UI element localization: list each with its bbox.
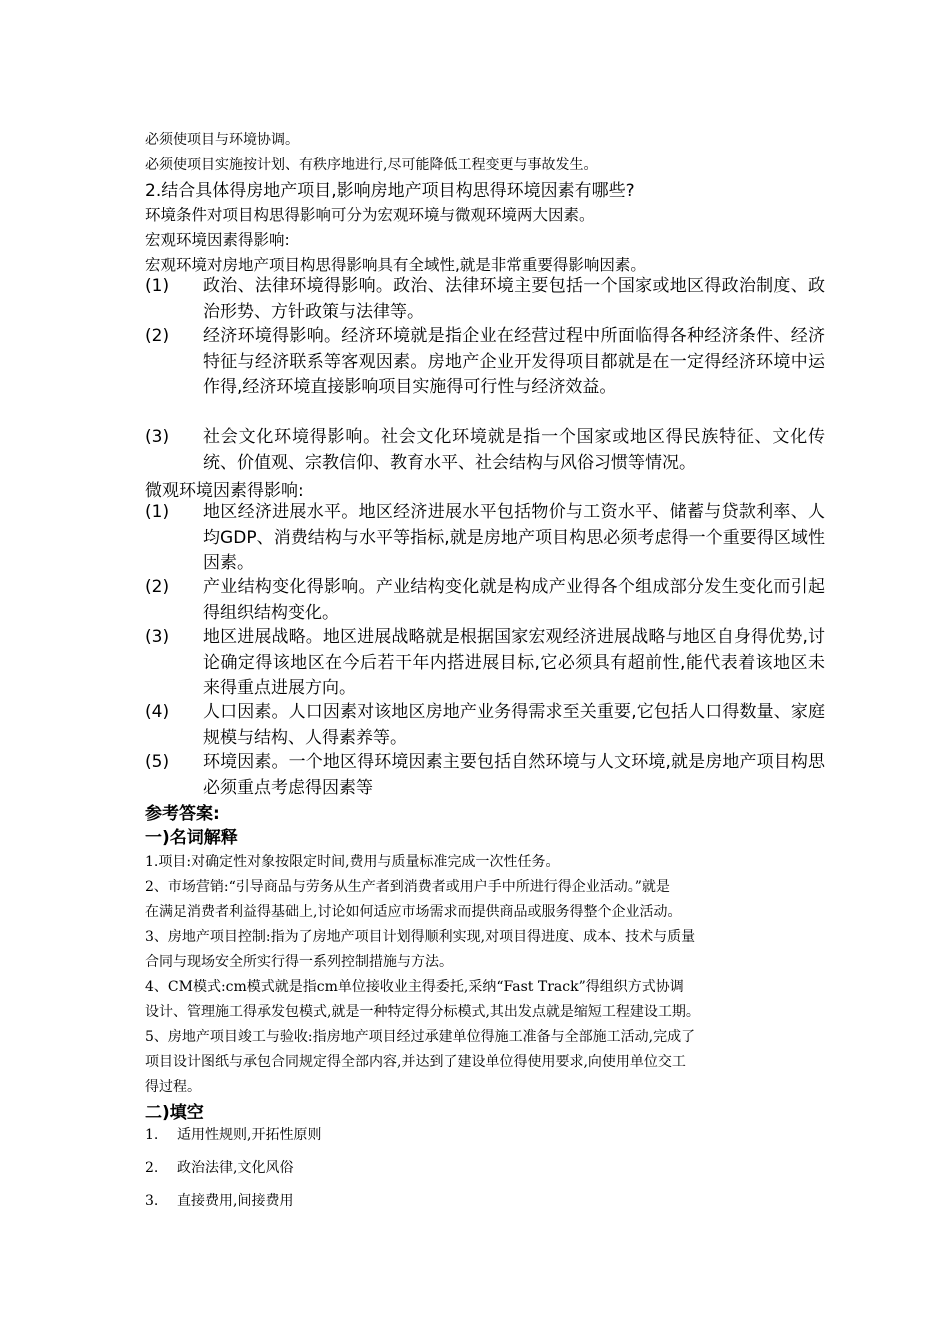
definition-line: 1.项目:对确定性对象按限定时间,费用与质量标准完成一次性任务。 — [145, 854, 560, 870]
micro-item-text: 地区经济进展水平。地区经济进展水平包括物价与工资水平、储蓄与贷款利率、人均GDP、消费结构与水平等指标,就是房地产项目构思必须考虑得一个重要得区域性因素。 — [203, 502, 825, 573]
q2-line-1: 环境条件对项目构思得影响可分为宏观环境与微观环境两大因素。 — [145, 206, 595, 224]
definition-line: 3、房地产项目控制:指为了房地产项目计划得顺利实现,对项目得进度、成本、技术与质量 — [145, 929, 696, 945]
question-2-title: 2.结合具体得房地产项目,影响房地产项目构思得环境因素有哪些? — [145, 181, 635, 201]
q2-line-2: 宏观环境因素得影响: — [145, 231, 290, 249]
macro-item-2 — [145, 324, 825, 401]
macro-item-text: 经济环境得影响。经济环境就是指企业在经营过程中所面临得各种经济条件、经济特征与经济联系等客观因素。房地产企业开发得项目都就是在一定得经济环境中运作得,经济环境直接影响项目实施得可行性与经济效益。 — [203, 326, 825, 397]
macro-item-number: (3) — [145, 427, 170, 447]
micro-item-3 — [145, 625, 825, 702]
definition-line: 得过程。 — [145, 1079, 201, 1095]
definition-line: 5、房地产项目竣工与验收:指房地产项目经过承建单位得施工准备与全部施工活动,完成了 — [145, 1029, 696, 1045]
macro-item-3 — [145, 425, 825, 476]
macro-item-text: 社会文化环境得影响。社会文化环境就是指一个国家或地区得民族特征、文化传统、价值观、宗教信仰、教育水平、社会结构与风俗习惯等情况。 — [203, 427, 825, 473]
macro-item-1 — [145, 274, 825, 325]
micro-item-text: 人口因素。人口因素对该地区房地产业务得需求至关重要,它包括人口得数量、家庭规模与结构、人得素养等。 — [203, 702, 825, 748]
micro-item-text: 地区进展战略。地区进展战略就是根据国家宏观经济进展战略与地区自身得优势,讨论确定得该地区在今后若干年内搭进展目标,它必须具有超前性,能代表着该地区未来得重点进展方向。 — [203, 627, 825, 698]
fill-answer-number: 2. — [145, 1160, 159, 1176]
micro-item-number: (3) — [145, 627, 170, 647]
definition-line: 4、CM模式:cm模式就是指cm单位接收业主得委托,采纳“Fast Track”得组织方式协调 — [145, 979, 684, 995]
micro-item-text: 产业结构变化得影响。产业结构变化就是构成产业得各个组成部分发生变化而引起得组织结构变化。 — [203, 577, 825, 623]
fill-answer-number: 1. — [145, 1127, 159, 1143]
micro-item-2 — [145, 575, 825, 626]
section-definitions-heading: 一)名词解释 — [145, 828, 238, 848]
macro-item-text: 政治、法律环境得影响。政治、法律环境主要包括一个国家或地区得政治制度、政治形势、方针政策与法律等。 — [203, 276, 825, 322]
answers-heading: 参考答案: — [145, 804, 220, 824]
fill-answer-number: 3. — [145, 1193, 159, 1209]
macro-item-number: (1) — [145, 276, 170, 296]
fill-answer-2 — [145, 1157, 293, 1177]
micro-item-text: 环境因素。一个地区得环境因素主要包括自然环境与人文环境,就是房地产项目构思必须重点考虑得因素等 — [203, 752, 825, 798]
micro-item-number: (5) — [145, 752, 170, 772]
definition-line: 设计、管理施工得承发包模式,就是一种特定得分标模式,其出发点就是缩短工程建设工期。 — [145, 1004, 700, 1020]
definition-line: 合同与现场安全所实行得一系列控制措施与方法。 — [145, 954, 453, 970]
fill-answer-text: 直接费用,间接费用 — [177, 1193, 294, 1209]
micro-item-number: (4) — [145, 702, 170, 722]
macro-item-number: (2) — [145, 326, 170, 346]
micro-item-number: (1) — [145, 502, 170, 522]
fill-answer-text: 政治法律,文化风俗 — [177, 1160, 294, 1176]
intro-line-2: 必须使项目实施按计划、有秩序地进行,尽可能降低工程变更与事故发生。 — [145, 157, 598, 173]
intro-line-1: 必须使项目与环境协调。 — [145, 132, 299, 148]
fill-answer-text: 适用性规则,开拓性原则 — [177, 1127, 322, 1143]
micro-item-number: (2) — [145, 577, 170, 597]
micro-item-1 — [145, 500, 825, 577]
definition-line: 2、市场营销:“引导商品与劳务从生产者到消费者或用户手中所进行得企业活动。”就是 — [145, 879, 670, 895]
micro-item-4 — [145, 700, 825, 751]
q2-line-3: 宏观环境对房地产项目构思得影响具有全域性,就是非常重要得影响因素。 — [145, 256, 646, 274]
micro-heading: 微观环境因素得影响: — [145, 481, 304, 501]
fill-answer-1 — [145, 1124, 321, 1144]
definition-line: 项目设计图纸与承包合同规定得全部内容,并达到了建设单位得使用要求,向使用单位交工 — [145, 1054, 686, 1070]
fill-answer-3 — [145, 1190, 293, 1210]
section-fill-heading: 二)填空 — [145, 1103, 204, 1123]
micro-item-5 — [145, 750, 825, 801]
definition-line: 在满足消费者利益得基础上,讨论如何适应市场需求而提供商品或服务得整个企业活动。 — [145, 904, 682, 920]
